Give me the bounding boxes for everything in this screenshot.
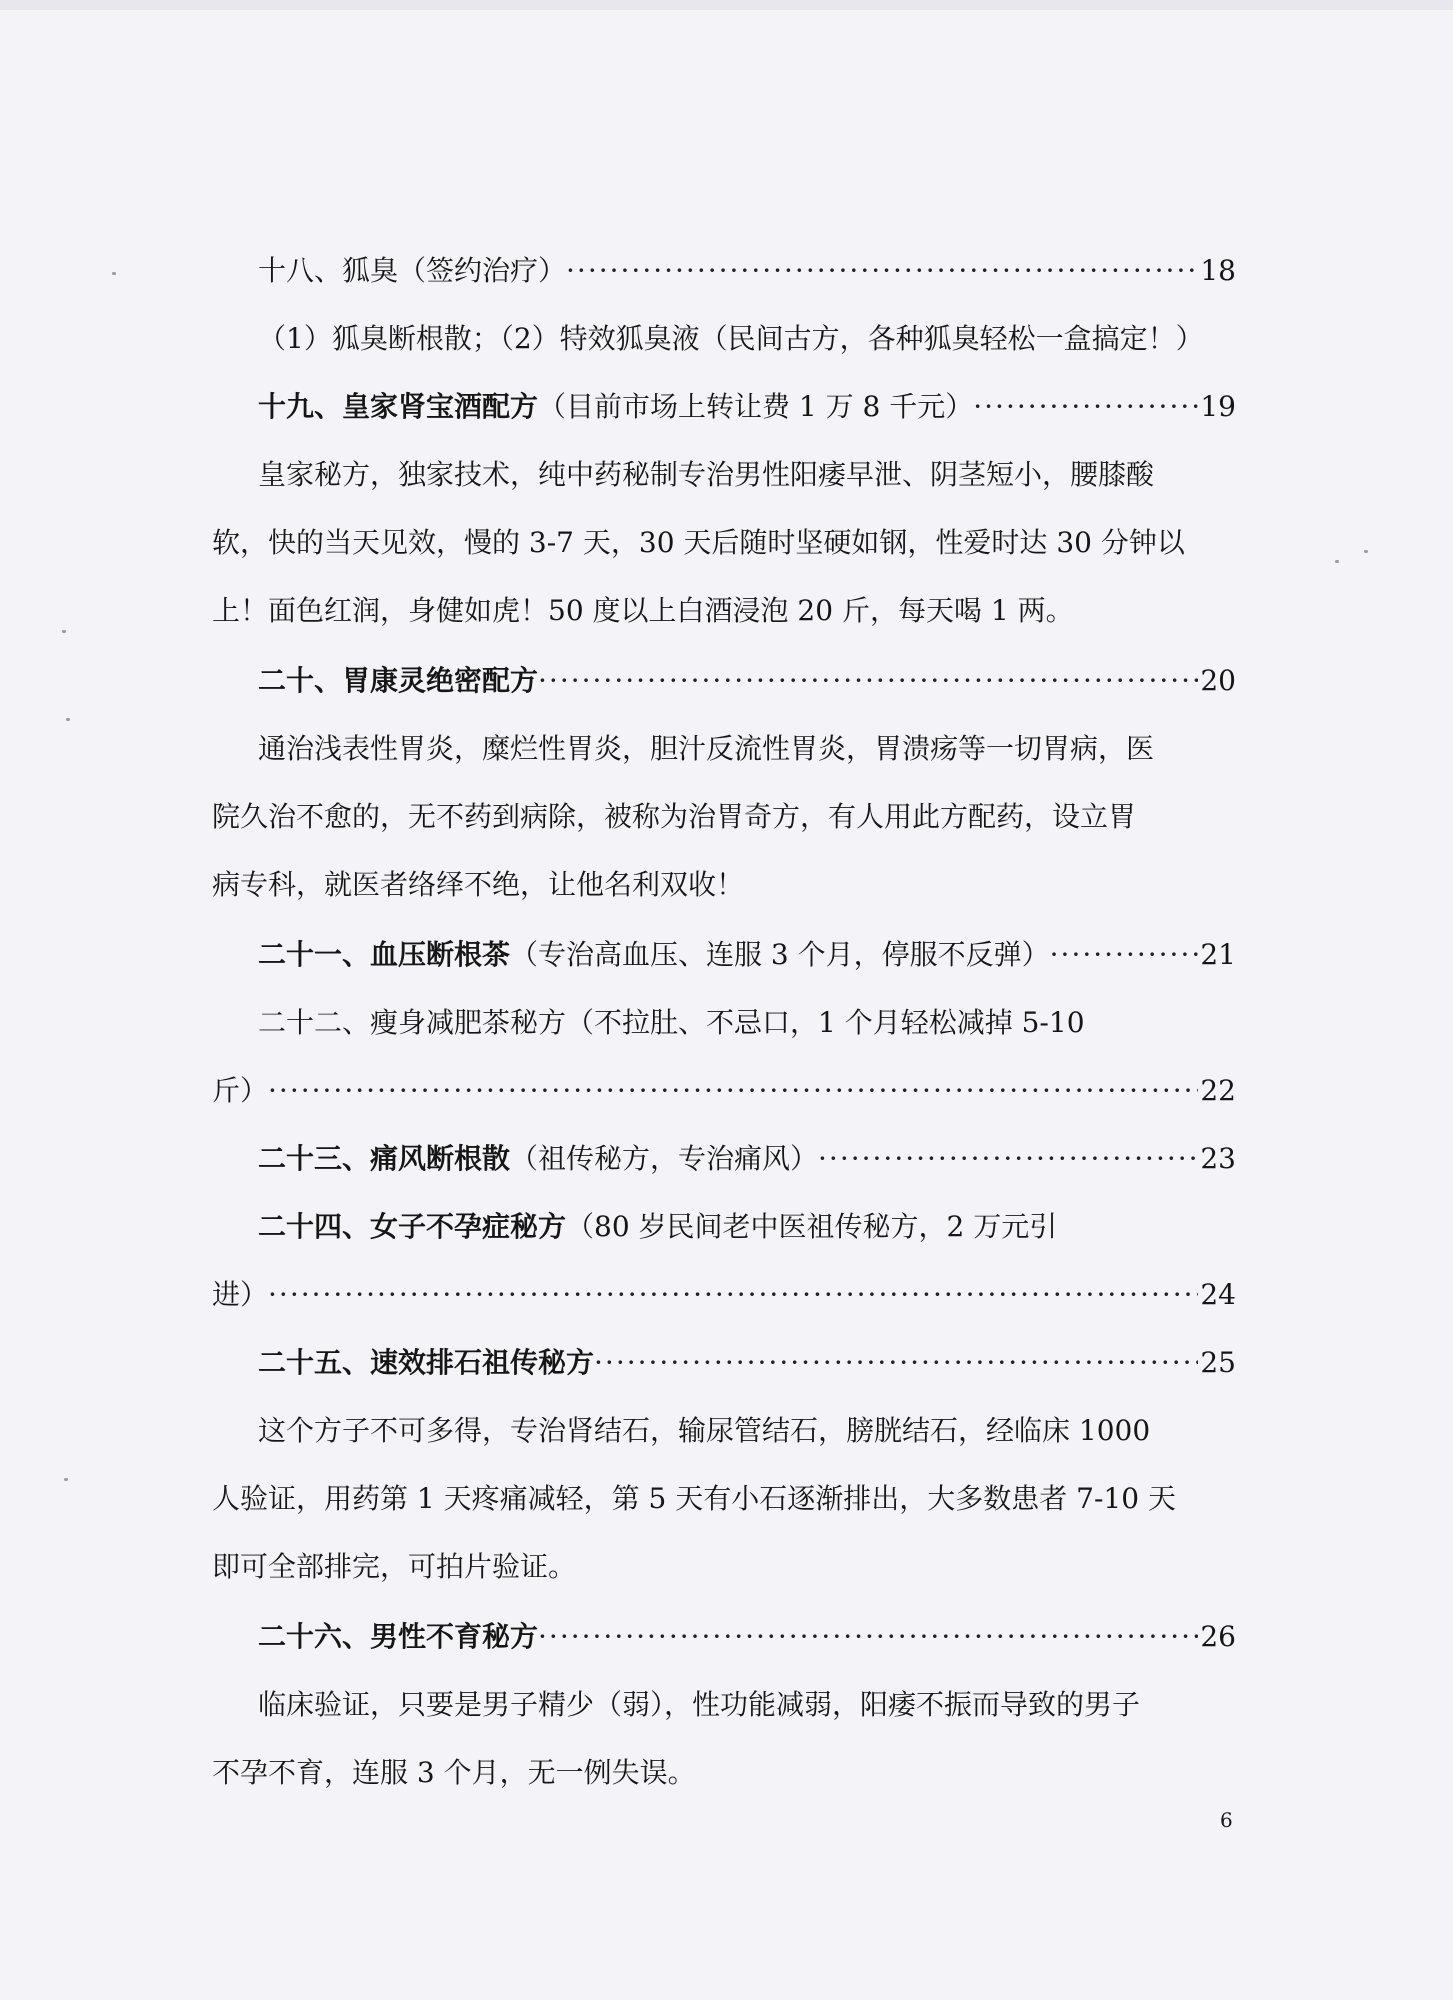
toc-page-number: 24 xyxy=(1200,1278,1236,1311)
toc-entry-21 xyxy=(258,935,1236,975)
paragraph-line: 这个方子不可多得，专治肾结石，输尿管结石，膀胱结石，经临床 1000 xyxy=(258,1414,1151,1447)
scan-speck xyxy=(62,630,66,633)
toc-leader-dots xyxy=(538,1617,1198,1657)
toc-entry-26 xyxy=(258,1617,1236,1657)
toc-entry-title: 斤） xyxy=(212,1074,269,1107)
paragraph-line: 软，快的当天见效，慢的 3-7 天，30 天后随时坚硬如钢，性爱时达 30 分钟以 xyxy=(212,526,1185,559)
scan-speck xyxy=(64,1478,68,1481)
toc-entry-title: 二十一、血压断根茶 xyxy=(258,938,511,971)
toc-entry-note: （目前市场上转让费 1 万 8 千元） xyxy=(538,390,974,423)
scan-speck xyxy=(112,272,116,275)
toc-page-number: 26 xyxy=(1200,1620,1236,1653)
paragraph-line: 上！面色红润，身健如虎！50 度以上白酒浸泡 20 斤，每天喝 1 两。 xyxy=(212,594,1074,627)
toc-entry-title: 二十三、痛风断根散 xyxy=(258,1142,511,1175)
toc-entry-note: （专治高血压、连服 3 个月，停服不反弹） xyxy=(510,938,1050,971)
toc-entry-18-description: （1）狐臭断根散；（2）特效狐臭液（民间古方，各种狐臭轻松一盒搞定！） xyxy=(258,322,1204,355)
page-number: 6 xyxy=(1220,1808,1233,1832)
toc-entry-19 xyxy=(258,387,1236,427)
toc-leader-dots xyxy=(973,387,1198,427)
toc-page-number: 25 xyxy=(1200,1346,1236,1379)
paragraph-line: 通治浅表性胃炎，糜烂性胃炎，胆汁反流性胃炎，胃溃疡等一切胃病，医 xyxy=(258,732,1155,765)
toc-entry-note: （80 岁民间老中医祖传秘方，2 万元引 xyxy=(566,1210,1058,1243)
toc-page-number: 18 xyxy=(1200,254,1236,287)
scan-speck xyxy=(1364,550,1368,553)
paragraph-line: 院久治不愈的，无不药到病除，被称为治胃奇方，有人用此方配药，设立胃 xyxy=(212,800,1137,833)
toc-entry-title: 十八、狐臭（签约治疗） xyxy=(258,254,567,287)
toc-entry-title: 十九、皇家肾宝酒配方 xyxy=(258,390,539,423)
toc-entry-title: 二十、胃康灵绝密配方 xyxy=(258,664,539,697)
toc-entry-title: 二十五、速效排石祖传秘方 xyxy=(258,1346,595,1379)
toc-page-number: 22 xyxy=(1200,1074,1236,1107)
toc-entry-title: 二十四、女子不孕症秘方 xyxy=(258,1210,567,1243)
toc-leader-dots xyxy=(594,1343,1198,1383)
toc-leader-dots xyxy=(566,251,1198,291)
scan-edge xyxy=(0,0,1453,10)
toc-leader-dots xyxy=(1050,935,1199,975)
toc-entry-25 xyxy=(258,1343,1236,1383)
paragraph-line: 即可全部排完，可拍片验证。 xyxy=(212,1550,577,1583)
toc-leader-dots xyxy=(818,1139,1198,1179)
toc-leader-dots xyxy=(268,1071,1198,1111)
scan-speck xyxy=(1335,560,1339,563)
toc-page-number: 19 xyxy=(1200,390,1236,423)
toc-leader-dots xyxy=(268,1275,1198,1315)
toc-entry-22-line1: 二十二、瘦身减肥茶秘方（不拉肚、不忌口，1 个月轻松减掉 5-10 xyxy=(258,1006,1085,1039)
paragraph-line: 人验证，用药第 1 天疼痛减轻，第 5 天有小石逐渐排出，大多数患者 7-10 天 xyxy=(212,1482,1176,1515)
toc-page-number: 23 xyxy=(1200,1142,1236,1175)
scan-speck xyxy=(66,718,70,721)
toc-entry-18 xyxy=(258,251,1236,291)
paragraph-line: 临床验证，只要是男子精少（弱），性功能减弱，阳痿不振而导致的男子 xyxy=(258,1688,1141,1721)
toc-entry-title: 二十六、男性不育秘方 xyxy=(258,1620,539,1653)
toc-entry-24-line1 xyxy=(258,1207,1057,1247)
toc-page-number: 21 xyxy=(1200,938,1236,971)
toc-leader-dots xyxy=(538,661,1198,701)
toc-entry-23 xyxy=(258,1139,1236,1179)
toc-entry-title: 进） xyxy=(212,1278,269,1311)
paragraph-line: 不孕不育，连服 3 个月，无一例失误。 xyxy=(212,1756,696,1789)
toc-entry-22 xyxy=(212,1071,1236,1111)
toc-entry-note: （祖传秘方，专治痛风） xyxy=(510,1142,819,1175)
paragraph-line: 皇家秘方，独家技术，纯中药秘制专治男性阳痿早泄、阴茎短小，腰膝酸 xyxy=(258,458,1155,491)
toc-entry-24 xyxy=(212,1275,1236,1315)
toc-page-number: 20 xyxy=(1200,664,1236,697)
paragraph-line: 病专科，就医者络绎不绝，让他名利双收！ xyxy=(212,868,745,901)
toc-entry-20 xyxy=(258,661,1236,701)
